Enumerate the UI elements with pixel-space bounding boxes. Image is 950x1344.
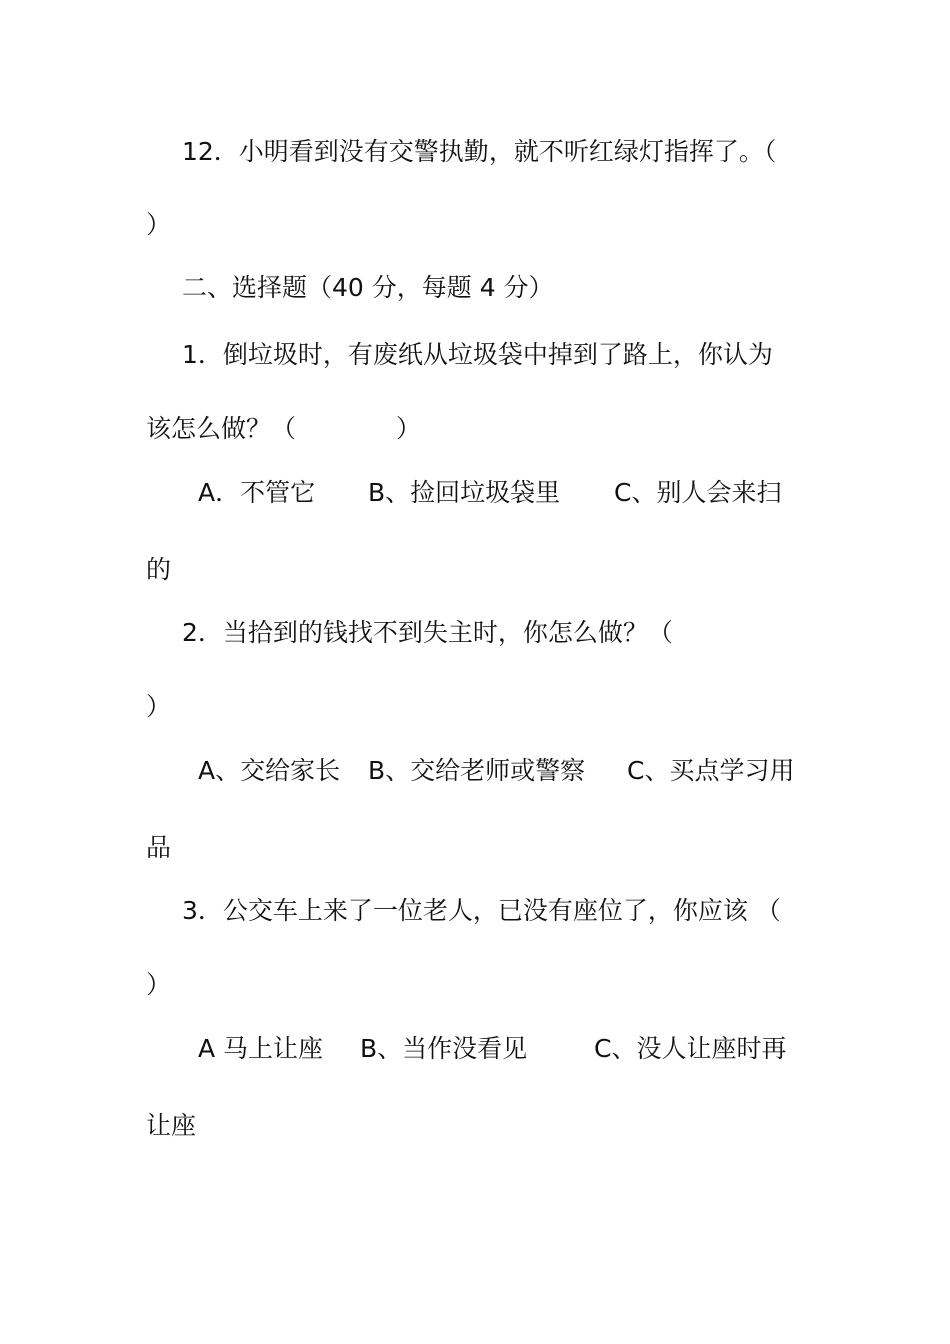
q2-options: [0, 756, 950, 786]
q3-options: [0, 1034, 950, 1064]
q3-option-b: B、当作没看见: [360, 1034, 528, 1063]
q1-stem-cont: 该怎么做？（ ）: [146, 414, 422, 443]
q1-option-c-cont: 的: [146, 555, 172, 584]
q3-option-a: A 马上让座: [198, 1034, 324, 1063]
q2-close-paren: ）: [146, 692, 172, 721]
q2-option-a: A、交给家长: [198, 756, 341, 785]
q1-option-c: C、别人会来扫: [614, 478, 782, 507]
q2-option-c: C、买点学习用: [627, 756, 795, 785]
q1-options: [0, 478, 950, 508]
q3-stem: 3．公交车上来了一位老人，已没有座位了，你应该 （: [182, 896, 781, 925]
q12-close-paren: ）: [146, 210, 172, 239]
q3-option-c-cont: 让座: [146, 1111, 197, 1140]
q1-stem: 1．倒垃圾时，有废纸从垃圾袋中掉到了路上，你认为: [182, 340, 773, 369]
q2-stem: 2．当拾到的钱找不到失主时，你怎么做？（: [182, 618, 673, 647]
q12-text: 12．小明看到没有交警执勤，就不听红绿灯指挥了。（: [182, 137, 777, 166]
q3-close-paren: ）: [146, 970, 172, 999]
q2-option-c-cont: 品: [146, 833, 172, 862]
q1-option-b: B、捡回垃圾袋里: [368, 478, 561, 507]
q2-option-b: B、交给老师或警察: [368, 756, 586, 785]
q3-option-c: C、没人让座时再: [594, 1034, 787, 1063]
section-heading: 二、选择题（40 分，每题 4 分）: [182, 273, 554, 302]
q1-option-a: A．不管它: [198, 478, 316, 507]
